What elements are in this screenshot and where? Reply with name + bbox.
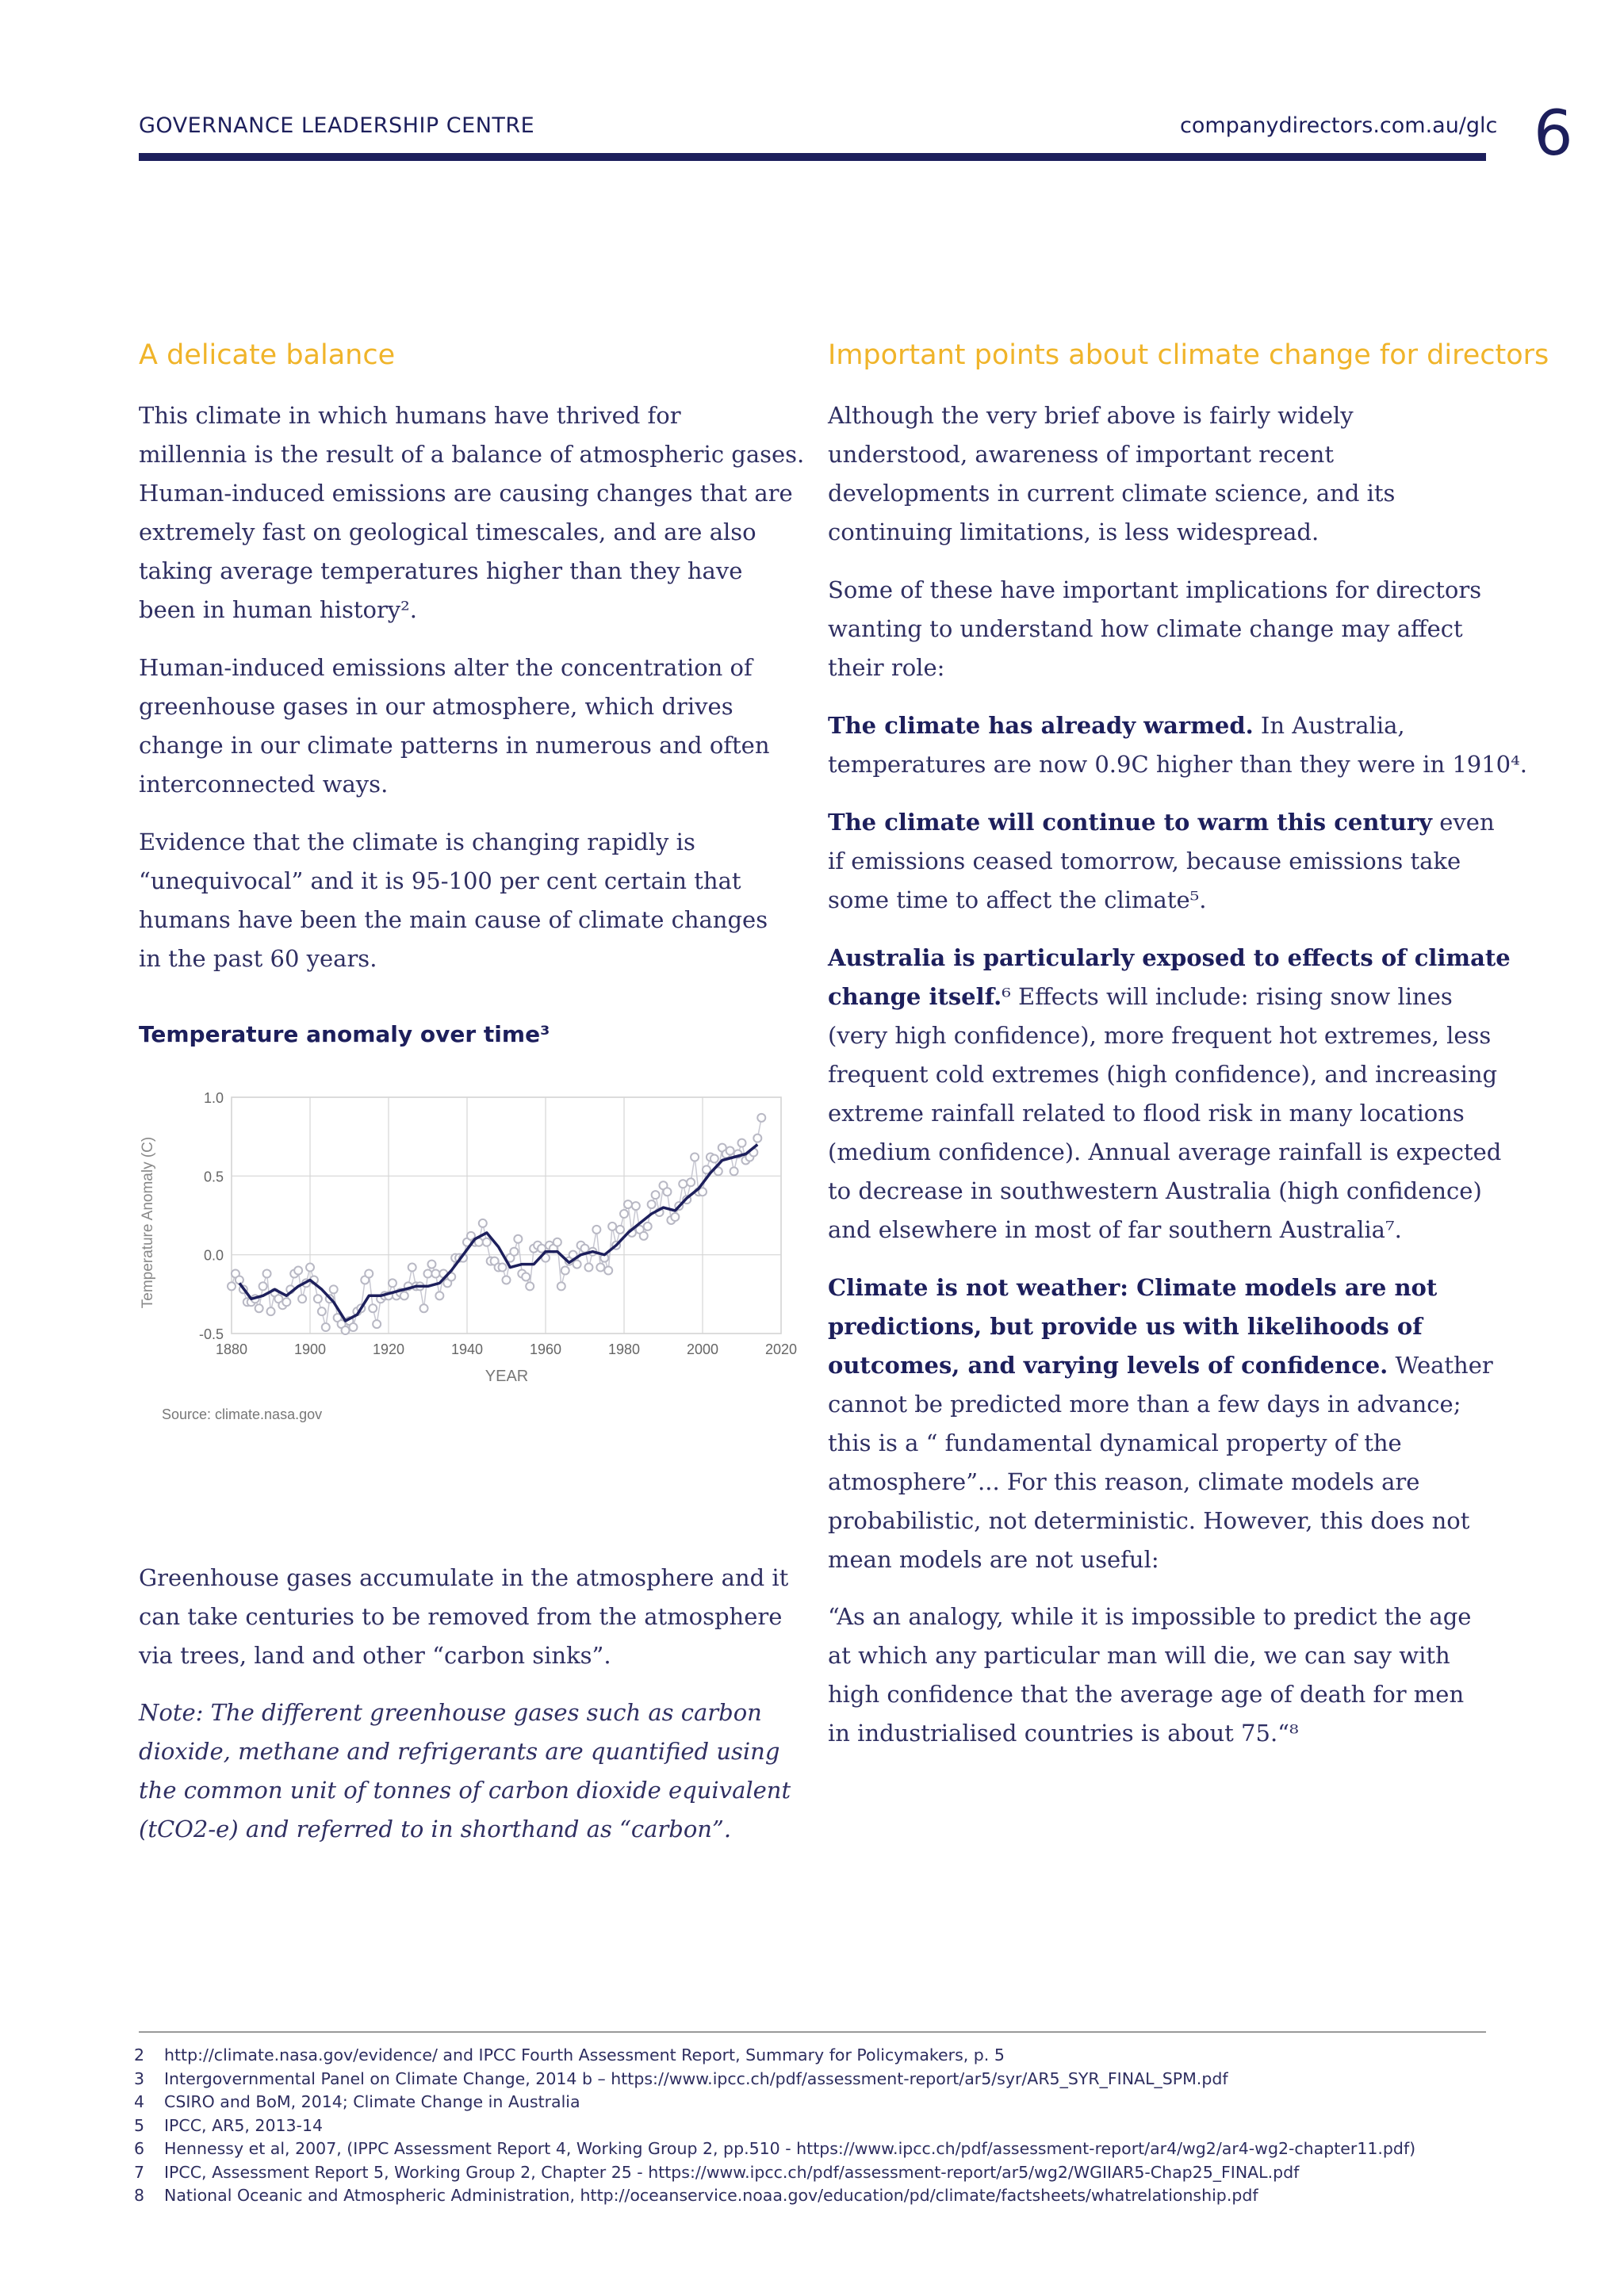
text-line: been in human history².: [139, 596, 418, 623]
chart-annual-point: [365, 1270, 373, 1278]
chart-source: Source: climate.nasa.gov: [162, 1406, 323, 1422]
text-line: probabilistic, not deterministic. However, this does not: [828, 1507, 1470, 1534]
chart-x-tick-label: 1940: [450, 1341, 484, 1357]
chart-y-tick-label: 0.0: [203, 1247, 224, 1264]
text-line: mean models are not useful:: [828, 1546, 1159, 1573]
chart-annual-point: [557, 1282, 565, 1290]
bold-lead: The climate will continue to warm this century: [828, 809, 1433, 836]
footnote-item: 7 IPCC, Assessment Report 5, Working Group 2, Chapter 25 - https://www.ipcc.ch/pdf/assessment-report/ar5/wg2/WGIIAR5-Chap25_FINAL.pdf: [134, 2162, 1300, 2182]
chart-annual-point: [608, 1223, 616, 1230]
text-line: understood, awareness of important recent: [828, 441, 1334, 468]
chart-annual-point: [349, 1323, 357, 1331]
chart-annual-point: [236, 1276, 243, 1284]
text-line: dioxide, methane and refrigerants are quantified using: [139, 1738, 780, 1765]
text-line: wanting to understand how climate change may affect: [828, 615, 1463, 642]
chart-annual-point: [573, 1261, 581, 1269]
text-line: to decrease in southwestern Australia (high confidence): [828, 1177, 1482, 1204]
text-line: some time to affect the climate⁵.: [828, 886, 1207, 913]
footnote-item: 3 Intergovernmental Panel on Climate Change, 2014 b – https://www.ipcc.ch/pdf/assessment-report/ar5/syr/AR5_SYR_FINAL_SPM.pdf: [134, 2068, 1228, 2088]
chart-annual-point: [431, 1270, 439, 1278]
chart-annual-point: [726, 1147, 734, 1155]
chart-x-tick-label: 1900: [293, 1341, 327, 1357]
chart-y-tick-label: -0.5: [198, 1326, 224, 1342]
text-line: This climate in which humans have thrived for: [139, 402, 681, 429]
text-line: developments in current climate science, and its: [828, 480, 1396, 507]
chart-annual-point: [581, 1245, 589, 1253]
text-line: can take centuries to be removed from the atmosphere: [139, 1603, 783, 1630]
page-number: 6: [1534, 98, 1573, 170]
right-paragraph-quote: [828, 1598, 1471, 1753]
chart-annual-point: [294, 1267, 302, 1275]
text-line: high confidence that the average age of death for men: [828, 1681, 1465, 1708]
right-paragraph-1: [828, 396, 1395, 552]
chart-annual-point: [400, 1292, 408, 1299]
footnote-item: 8 National Oceanic and Atmospheric Administration, http://oceanservice.noaa.gov/education/pd/climate/factsheets/whatrelationship.pdf: [134, 2186, 1258, 2205]
chart-annual-point: [757, 1114, 765, 1122]
left-paragraph-2: [139, 649, 770, 804]
right-paragraph-continue-warm: [828, 803, 1495, 920]
chart-annual-point: [632, 1202, 640, 1210]
chart-annual-point: [648, 1200, 656, 1208]
right-paragraph-not-weather: [828, 1269, 1493, 1579]
text-line: in industrialised countries is about 75.“⁸: [828, 1720, 1299, 1747]
text-run: In Australia,: [1253, 712, 1405, 739]
text-line: via trees, land and other “carbon sinks”.: [139, 1642, 611, 1669]
left-paragraph-3: [139, 823, 768, 978]
right-paragraph-australia-exposed: [828, 939, 1511, 1249]
chart-annual-point: [671, 1213, 679, 1221]
chart-annual-point: [342, 1326, 350, 1334]
text-line: cannot be predicted more than a few days in advance;: [828, 1391, 1461, 1418]
chart-annual-point: [738, 1139, 746, 1147]
left-note: [139, 1693, 791, 1849]
text-line: extremely fast on geological timescales, and are also: [139, 519, 756, 545]
chart-x-tick-label: 1980: [607, 1341, 641, 1357]
chart-annual-point: [298, 1295, 306, 1303]
text-line: Although the very brief above is fairly widely: [828, 402, 1354, 429]
chart-annual-point: [691, 1153, 699, 1161]
footnote-item: 6 Hennessy et al, 2007, (IPPC Assessment Report 4, Working Group 2, pp.510 - https://www.ipcc.ch/pdf/assessment-report/ar4/wg2/ar4-wg2-chapter11.pdf): [134, 2139, 1416, 2158]
chart-annual-point: [687, 1178, 695, 1186]
header-divider: [139, 153, 1486, 161]
section-heading-important-points: Important points about climate change for directors: [828, 339, 1549, 371]
chart-annual-point: [483, 1238, 491, 1246]
chart-y-axis-label: Temperature Anomaly (C): [140, 1136, 156, 1309]
chart-annual-point: [616, 1226, 624, 1234]
bold-lead: The climate has already warmed.: [828, 712, 1254, 739]
chart-annual-point: [314, 1295, 322, 1303]
bold-lead: change itself.: [828, 983, 1002, 1010]
text-run: ⁶ Effects will include: rising snow lines: [1002, 983, 1453, 1010]
text-line: Human-induced emissions are causing changes that are: [139, 480, 793, 507]
chart-annual-point: [282, 1298, 290, 1306]
text-run: Weather: [1388, 1352, 1493, 1379]
chart-x-tick-label: 2000: [686, 1341, 719, 1357]
chart-annual-point: [553, 1238, 561, 1246]
chart-x-axis-label: YEAR: [485, 1368, 529, 1385]
chart-annual-point: [228, 1282, 236, 1290]
footnote-item: 2 http://climate.nasa.gov/evidence/ and IPCC Fourth Assessment Report, Summary for Policymakers, p. 5: [134, 2045, 1005, 2064]
text-line: frequent cold extremes (high confidence), and increasing: [828, 1061, 1498, 1088]
text-line: their role:: [828, 654, 945, 681]
chart-annual-point: [526, 1282, 534, 1290]
chart-annual-point: [389, 1279, 396, 1287]
chart-annual-point: [420, 1304, 428, 1312]
chart-x-tick-label: 1960: [529, 1341, 562, 1357]
chart-annual-point: [652, 1191, 660, 1199]
chart-annual-points: [228, 1114, 765, 1334]
chart-annual-point: [427, 1261, 435, 1269]
footnotes: [134, 2044, 1415, 2208]
text-line: atmosphere”... For this reason, climate models are: [828, 1468, 1420, 1495]
chart-annual-point: [561, 1267, 569, 1275]
chart-annual-point: [435, 1292, 443, 1299]
text-line: Note: The different greenhouse gases such as carbon: [139, 1699, 762, 1726]
header-title: GOVERNANCE LEADERSHIP CENTRE: [139, 113, 535, 138]
chart-annual-point: [263, 1270, 271, 1278]
text-line: continuing limitations, is less widespread.: [828, 519, 1320, 545]
text-line: extreme rainfall related to flood risk in many locations: [828, 1100, 1465, 1127]
chart-annual-point: [663, 1188, 671, 1196]
chart-annual-point: [592, 1226, 600, 1234]
text-line: (medium confidence). Annual average rainfall is expected: [828, 1138, 1502, 1165]
text-line: Human-induced emissions alter the concentration of: [139, 654, 753, 681]
text-line: temperatures are now 0.9C higher than they were in 1910⁴.: [828, 751, 1527, 778]
chart-annual-point: [730, 1167, 738, 1175]
chart-annual-point: [640, 1232, 648, 1240]
text-line: greenhouse gases in our atmosphere, which drives: [139, 693, 733, 720]
footnotes-divider: [139, 2031, 1486, 2033]
text-line: (very high confidence), more frequent hot extremes, less: [828, 1022, 1492, 1049]
chart-annual-point: [318, 1307, 326, 1315]
chart-annual-point: [584, 1264, 592, 1272]
bold-lead: outcomes, and varying levels of confidence.: [828, 1352, 1388, 1379]
chart-annual-point: [267, 1307, 275, 1315]
text-line: (tCO2-e) and referred to in shorthand as “carbon”.: [139, 1816, 732, 1843]
text-line: Evidence that the climate is changing rapidly is: [139, 828, 695, 855]
chart-annual-point: [644, 1223, 652, 1230]
bold-lead: Australia is particularly exposed to effects of climate: [828, 944, 1511, 971]
chart-annual-point: [259, 1282, 267, 1290]
chart-annual-point: [753, 1135, 761, 1142]
text-line: Some of these have important implications for directors: [828, 576, 1482, 603]
text-line: change in our climate patterns in numerous and often: [139, 732, 770, 759]
chart-x-tick-label: 1920: [372, 1341, 405, 1357]
chart-title: Temperature anomaly over time³: [139, 1021, 550, 1047]
text-line: and elsewhere in most of far southern Australia⁷.: [828, 1216, 1402, 1243]
footnote-item: 5 IPCC, AR5, 2013-14: [134, 2115, 324, 2135]
text-line: “As an analogy, while it is impossible to predict the age: [828, 1603, 1472, 1630]
text-line: “unequivocal” and it is 95-100 per cent certain that: [139, 867, 741, 894]
chart-annual-point: [522, 1272, 530, 1280]
chart-annual-line: [232, 1118, 761, 1330]
left-paragraph-1: [139, 396, 804, 629]
chart-annual-point: [624, 1200, 632, 1208]
chart-annual-point: [679, 1180, 687, 1188]
chart-annual-point: [604, 1267, 612, 1275]
text-line: this is a “ fundamental dynamical property of the: [828, 1429, 1402, 1456]
text-line: taking average temperatures higher than they have: [139, 557, 743, 584]
chart-annual-point: [330, 1285, 338, 1293]
chart-annual-point: [503, 1276, 511, 1284]
right-paragraph-2: [828, 571, 1481, 687]
footnote-item: 4 CSIRO and BoM, 2014; Climate Change in Australia: [134, 2092, 580, 2111]
text-line: millennia is the result of a balance of atmospheric gases.: [139, 441, 805, 468]
bold-lead: predictions, but provide us with likelihoods of: [828, 1313, 1423, 1340]
text-line: interconnected ways.: [139, 771, 389, 798]
chart-annual-point: [369, 1304, 377, 1312]
chart-annual-point: [596, 1264, 604, 1272]
text-line: Greenhouse gases accumulate in the atmosphere and it: [139, 1564, 789, 1591]
chart-annual-point: [710, 1154, 718, 1162]
left-paragraph-4: [139, 1559, 788, 1675]
bold-lead: Climate is not weather: Climate models are not: [828, 1274, 1438, 1301]
chart-x-tick-label: 2020: [764, 1341, 798, 1357]
header-website-link[interactable]: companydirectors.com.au/glc: [1180, 113, 1498, 138]
section-heading-delicate-balance: A delicate balance: [139, 339, 396, 371]
chart-annual-point: [479, 1219, 487, 1227]
chart-annual-point: [510, 1248, 518, 1256]
chart-y-tick-label: 0.5: [203, 1169, 224, 1185]
chart-x-tick-label: 1880: [215, 1341, 248, 1357]
chart-annual-point: [306, 1264, 314, 1272]
right-paragraph-already-warmed: [828, 706, 1527, 784]
chart-annual-point: [424, 1270, 432, 1278]
text-line: humans have been the main cause of climate changes: [139, 906, 768, 933]
chart-ticks: [199, 1090, 797, 1357]
text-run: even: [1432, 809, 1495, 836]
temperature-anomaly-chart: [127, 1078, 809, 1443]
text-line: at which any particular man will die, we can say with: [828, 1642, 1450, 1669]
text-line: in the past 60 years.: [139, 945, 377, 972]
chart-annual-point: [499, 1264, 507, 1272]
chart-annual-point: [373, 1320, 381, 1328]
chart-annual-point: [620, 1210, 628, 1218]
chart-y-tick-label: 1.0: [203, 1090, 224, 1106]
chart-annual-point: [255, 1304, 263, 1312]
text-line: if emissions ceased tomorrow, because emissions take: [828, 848, 1461, 874]
chart-annual-point: [408, 1264, 416, 1272]
chart-annual-point: [514, 1235, 522, 1243]
chart-annual-point: [322, 1323, 330, 1331]
text-line: the common unit of tonnes of carbon dioxide equivalent: [139, 1777, 791, 1804]
